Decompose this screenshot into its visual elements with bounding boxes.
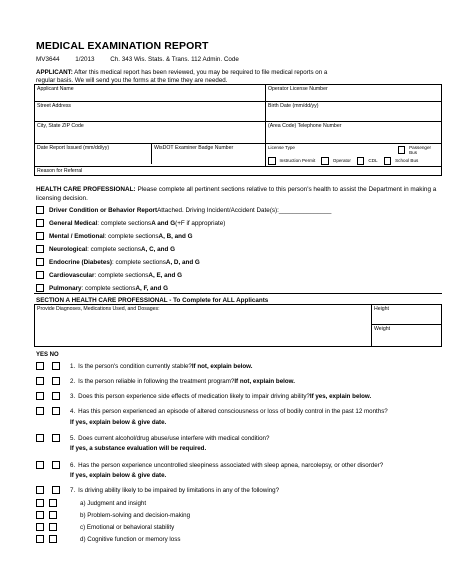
- hcp-option-row[interactable]: [36, 206, 331, 214]
- checkbox[interactable]: [398, 146, 406, 154]
- no-checkbox[interactable]: [52, 407, 60, 415]
- followup-instruction: If yes, explain below & give date.: [70, 472, 167, 479]
- license-option-cdl[interactable]: [357, 157, 378, 165]
- hcp-option-text: : complete sections: [81, 284, 136, 292]
- hcp-option-sections: A, D, and G: [165, 258, 200, 266]
- wisdot-badge-field[interactable]: [152, 144, 235, 164]
- no-checkbox[interactable]: [52, 461, 60, 469]
- checkbox[interactable]: [357, 157, 365, 165]
- license-option-label: Passenger Bus: [409, 145, 432, 155]
- applicant-name-label: Applicant Name: [37, 86, 74, 92]
- question-number: 2.: [70, 377, 76, 385]
- weight-label: Weight: [374, 326, 391, 332]
- question-number: 1.: [70, 362, 76, 370]
- license-option-label: Instruction Permit: [279, 158, 316, 164]
- question-instruction: If yes, explain below.: [309, 392, 372, 400]
- license-option-operator[interactable]: [321, 157, 351, 165]
- question-row: [36, 407, 388, 415]
- hcp-option-row[interactable]: [36, 258, 200, 266]
- checkbox[interactable]: [384, 157, 392, 165]
- no-checkbox[interactable]: [52, 362, 60, 370]
- form-date: 1/2013: [75, 56, 95, 63]
- question-row: [36, 362, 252, 370]
- hcp-option-extra: (+F if appropriate): [175, 219, 226, 227]
- question-text: Has this person experienced an episode of altered consciousness or loss of bodily control in the past 12 months?: [78, 407, 388, 415]
- telephone-label: (Area Code) Telephone Number: [268, 123, 342, 129]
- yes-checkbox[interactable]: [36, 523, 44, 531]
- question-text: Does current alcohol/drug abuse/use interfere with medical condition?: [78, 434, 270, 442]
- no-checkbox[interactable]: [52, 434, 60, 442]
- height-label: Height: [374, 306, 389, 312]
- yes-checkbox[interactable]: [36, 392, 44, 400]
- question-row: [36, 461, 383, 469]
- hcp-option-row[interactable]: [36, 232, 192, 240]
- hcp-option-text: Attached. Driving Incident/Accident Date(s):_______________: [157, 206, 332, 214]
- reason-for-referral-label: Reason for Referral: [37, 167, 83, 174]
- question-row: [36, 434, 269, 442]
- yes-checkbox[interactable]: [36, 486, 44, 494]
- operator-license-field[interactable]: [266, 85, 442, 102]
- hcp-option-bold: Neurological: [49, 245, 88, 253]
- hcp-option-bold: Mental / Emotional: [49, 232, 105, 240]
- license-option-label: CDL: [368, 158, 378, 164]
- q7-option-label: b) Problem-solving and decision-making: [80, 511, 191, 519]
- q7-option-label: d) Cognitive function or memory loss: [80, 535, 181, 543]
- section-a-table: [34, 304, 442, 347]
- checkbox[interactable]: [268, 157, 276, 165]
- checkbox[interactable]: [36, 258, 44, 266]
- hcp-option-row[interactable]: [36, 245, 175, 253]
- question-instruction: If not, explain below.: [234, 377, 295, 385]
- checkbox[interactable]: [321, 157, 329, 165]
- street-address-label: Street Address: [37, 103, 72, 109]
- no-checkbox[interactable]: [52, 392, 60, 400]
- question-text: Is driving ability likely to be impaired by limitations in any of the following?: [78, 486, 280, 494]
- license-option-passenger-bus[interactable]: [398, 145, 439, 155]
- applicant-name-field[interactable]: [35, 85, 266, 102]
- applicant-label: APPLICANT:: [36, 69, 73, 76]
- hcp-option-sections: A, E, and G: [148, 271, 182, 279]
- yes-checkbox[interactable]: [36, 461, 44, 469]
- yes-checkbox[interactable]: [36, 499, 44, 507]
- hcp-option-sections: A, C, and G: [141, 245, 175, 253]
- height-field[interactable]: [372, 305, 442, 325]
- question-instruction: If not, explain below.: [191, 362, 253, 370]
- checkbox[interactable]: [36, 232, 44, 240]
- hcp-option-sections: A, F, and G: [135, 284, 168, 292]
- q7-option-label: a) Judgment and insight: [80, 499, 147, 507]
- section-divider: [34, 293, 442, 294]
- page-title: MEDICAL EXAMINATION REPORT: [36, 40, 209, 52]
- question-number: 7.: [70, 486, 76, 494]
- street-address-field[interactable]: [35, 102, 266, 122]
- date-report-issued-field[interactable]: [35, 144, 152, 164]
- hcp-option-bold: Endocrine (Diabetes): [49, 258, 112, 266]
- license-option-label: Operator: [332, 158, 351, 164]
- question-number: 5.: [70, 434, 76, 442]
- applicant-note: [36, 69, 336, 84]
- license-option-school-bus[interactable]: [384, 157, 419, 165]
- city-state-zip-label: City, State ZIP Code: [37, 123, 84, 129]
- hcp-option-text: : complete sections: [111, 258, 166, 266]
- birth-date-field[interactable]: [266, 102, 442, 122]
- no-checkbox[interactable]: [52, 486, 60, 494]
- question-number: 3.: [70, 392, 76, 400]
- q7-option-row: [36, 499, 146, 507]
- hcp-option-bold: General Medical: [49, 219, 98, 227]
- no-checkbox[interactable]: [49, 535, 57, 543]
- form-citation: Ch. 343 Wis. Stats. & Trans. 112 Admin. Code: [110, 56, 239, 63]
- hcp-label: HEALTH CARE PROFESSIONAL:: [36, 186, 136, 193]
- weight-field[interactable]: [372, 325, 442, 347]
- hcp-option-bold: Driver Condition or Behavior Report: [49, 206, 158, 214]
- hcp-instructions: [36, 186, 446, 203]
- no-checkbox[interactable]: [49, 511, 57, 519]
- yes-checkbox[interactable]: [36, 535, 44, 543]
- no-checkbox[interactable]: [49, 499, 57, 507]
- question-text: Is the person reliable in following the treatment program?: [78, 377, 235, 385]
- hcp-option-text: : complete sections: [97, 219, 152, 227]
- hcp-option-row[interactable]: [36, 219, 225, 227]
- yes-checkbox[interactable]: [36, 434, 44, 442]
- checkbox[interactable]: [36, 206, 44, 214]
- license-type-label: License Type: [268, 145, 295, 150]
- no-checkbox[interactable]: [52, 377, 60, 385]
- yes-checkbox[interactable]: [36, 377, 44, 385]
- telephone-field[interactable]: [266, 122, 442, 144]
- checkbox[interactable]: [36, 245, 44, 253]
- q7-option-row: [36, 523, 174, 531]
- checkbox[interactable]: [36, 271, 44, 279]
- question-text: Does this person experience side effects of medication likely to impair driving ability?: [78, 392, 310, 400]
- hcp-option-row[interactable]: [36, 284, 168, 292]
- hcp-option-text: : complete sections: [104, 232, 159, 240]
- hcp-option-bold: Pulmonary: [49, 284, 82, 292]
- date-badge-cell: [35, 144, 266, 167]
- yes-checkbox[interactable]: [36, 362, 44, 370]
- no-checkbox[interactable]: [49, 523, 57, 531]
- city-state-zip-field[interactable]: [35, 122, 266, 144]
- diagnoses-field[interactable]: [35, 305, 372, 347]
- form-meta: [36, 56, 253, 63]
- hcp-text: Please complete all pertinent sections relative to this person's health to assist the Department in making a licensing decision.: [36, 186, 437, 202]
- q7-option-label: c) Emotional or behavioral stability: [80, 523, 175, 531]
- followup-instruction: If yes, a substance evaluation will be required.: [70, 445, 207, 452]
- yes-checkbox[interactable]: [36, 511, 44, 519]
- section-a-heading: SECTION A HEALTH CARE PROFESSIONAL - To Complete for ALL Applicants: [36, 297, 269, 304]
- form-number: MV3644: [36, 56, 60, 63]
- yes-no-header: YES NO: [36, 352, 59, 358]
- hcp-option-sections: A and G: [151, 219, 176, 227]
- question-row: [36, 392, 371, 400]
- diagnoses-label: Provide Diagnoses, Medications Used, and Dosages:: [37, 306, 160, 312]
- wisdot-badge-label: WisDOT Examiner Badge Number: [154, 145, 234, 151]
- license-option-label: School Bus: [395, 158, 419, 164]
- question-row: [36, 486, 279, 494]
- hcp-option-text: : complete sections: [94, 271, 149, 279]
- applicant-info-table: [34, 84, 442, 176]
- license-type-group: [268, 145, 439, 165]
- hcp-option-row[interactable]: [36, 271, 182, 279]
- checkbox[interactable]: [36, 219, 44, 227]
- q7-option-row: [36, 535, 180, 543]
- yes-checkbox[interactable]: [36, 407, 44, 415]
- checkbox[interactable]: [36, 284, 44, 292]
- hcp-option-bold: Cardiovascular: [49, 271, 95, 279]
- question-row: [36, 377, 295, 385]
- question-text: Is the person's condition currently stable?: [78, 362, 192, 370]
- license-type-field: [266, 144, 442, 167]
- birth-date-label: Birth Date (mm/dd/yy): [268, 103, 319, 109]
- operator-license-label: Operator License Number: [268, 86, 328, 92]
- q7-option-row: [36, 511, 190, 519]
- question-number: 4.: [70, 407, 76, 415]
- applicant-text: After this medical report has been reviewed, you may be required to file medical reports on a regular basis. We will send you the forms at the time they are needed.: [36, 69, 328, 84]
- followup-instruction: If yes, explain below & give date.: [70, 419, 167, 426]
- hcp-option-text: : complete sections: [87, 245, 142, 253]
- hcp-option-sections: A, B, and G: [158, 232, 193, 240]
- reason-for-referral-field[interactable]: [35, 166, 442, 175]
- license-option-instruction-permit[interactable]: [268, 157, 315, 165]
- question-number: 6.: [70, 461, 76, 469]
- date-report-issued-label: Date Report Issued (mm/dd/yy): [37, 145, 110, 151]
- question-text: Has the person experience uncontrolled sleepiness associated with sleep apnea, narcolepsy, or other disorder?: [78, 461, 384, 469]
